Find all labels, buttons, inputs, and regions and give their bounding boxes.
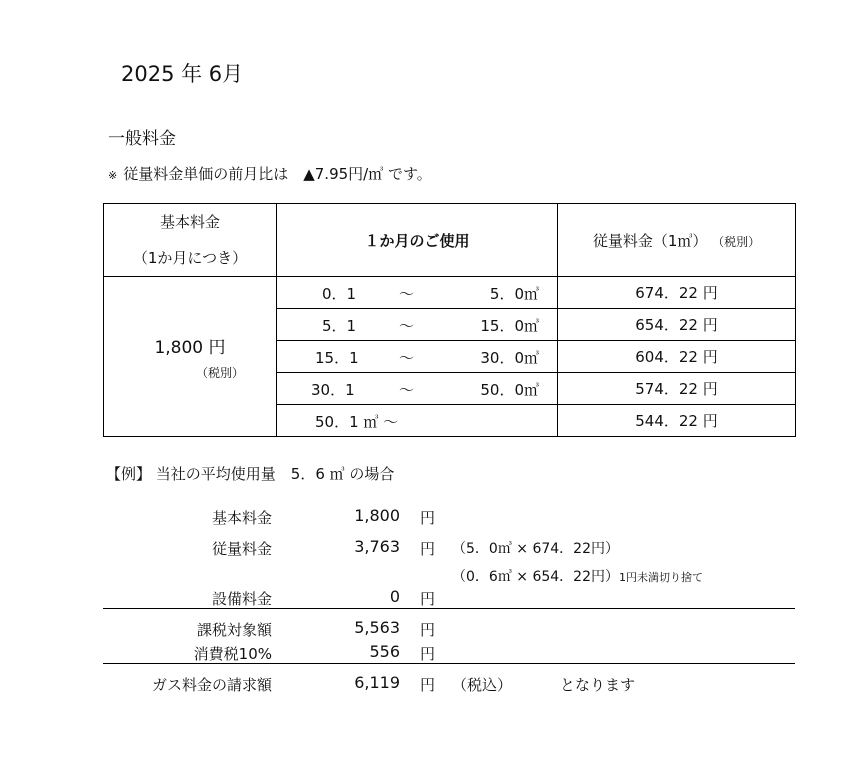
rate-table xyxy=(103,203,796,437)
table-row xyxy=(104,277,796,309)
usage-range xyxy=(277,277,558,309)
unit-price: 604．22 円 xyxy=(558,341,796,373)
calc-tax-label: 消費税10% xyxy=(193,645,272,663)
rate-table-header xyxy=(104,204,796,277)
calc-equipment-value: 0 xyxy=(389,587,400,606)
total-suffix: となります xyxy=(560,676,636,694)
unit-price: 674．22 円 xyxy=(558,277,796,309)
calc-basic-label: 基本料金 xyxy=(211,509,272,527)
calc-usage-detail2-text: （0．6㎥ × 654．22円） xyxy=(452,569,619,585)
total-label: ガス料金の請求額 xyxy=(151,676,272,694)
range-to: 50．0㎥ xyxy=(480,381,539,399)
header-unit-price xyxy=(558,204,796,277)
header-unit-price-label: 従量料金（1㎥） xyxy=(592,231,708,250)
calc-usage-detail2 xyxy=(452,566,703,586)
calc-equipment-label: 設備料金 xyxy=(211,590,272,608)
range-open: 50．1 ㎥ ～ xyxy=(315,413,399,431)
section-title: 一般料金 xyxy=(108,129,176,149)
usage-range xyxy=(277,341,558,373)
range-from: 15．1 xyxy=(315,349,359,367)
unit-price: 544．22 円 xyxy=(558,405,796,437)
usage-range xyxy=(277,309,558,341)
range-tilde: ～ xyxy=(399,317,415,335)
basic-fee-tax: （税別） xyxy=(195,365,244,380)
calc-basic-unit: 円 xyxy=(420,509,436,527)
calc-tax-unit: 円 xyxy=(420,645,436,663)
total-divider xyxy=(103,663,795,664)
calc-usage-value: 3,763 xyxy=(354,537,400,556)
basic-fee-price: 1,800 円 xyxy=(154,337,226,358)
range-from: 0．1 xyxy=(322,285,357,303)
range-to: 5．0㎥ xyxy=(489,285,539,303)
price-change-note xyxy=(108,163,432,184)
calc-usage-detail1: （5．0㎥ × 674．22円） xyxy=(452,541,619,557)
calc-usage-unit: 円 xyxy=(420,540,436,558)
total-value: 6,119 xyxy=(354,673,400,692)
header-basic-fee xyxy=(104,204,277,277)
range-to: 30．0㎥ xyxy=(480,349,539,367)
unit-price: 654．22 円 xyxy=(558,309,796,341)
calc-taxable-label: 課税対象額 xyxy=(196,621,272,639)
range-from: 5．1 xyxy=(322,317,357,335)
header-usage: １か月のご使用 xyxy=(277,204,558,277)
range-from: 30．1 xyxy=(311,381,355,399)
subtotal-divider xyxy=(103,608,795,609)
usage-range xyxy=(277,405,558,437)
header-unit-price-tax: （税別） xyxy=(712,234,761,249)
example-title: 【例】 当社の平均使用量 5．6 ㎥ の場合 xyxy=(106,465,395,483)
range-to: 15．0㎥ xyxy=(480,317,539,335)
range-tilde: ～ xyxy=(399,285,415,303)
unit-price: 574．22 円 xyxy=(558,373,796,405)
calc-tax-value: 556 xyxy=(369,642,400,661)
total-tax-included: （税込） xyxy=(452,676,513,694)
page-title: 2025 年 6月 xyxy=(121,62,244,86)
total-unit: 円 xyxy=(420,676,436,694)
header-basic-line1: 基本料金 xyxy=(159,213,220,231)
calc-usage-label: 従量料金 xyxy=(211,540,272,558)
calc-taxable-unit: 円 xyxy=(420,621,436,639)
range-tilde: ～ xyxy=(399,349,415,367)
header-basic-line2: （1か月につき） xyxy=(132,249,248,267)
calc-taxable-value: 5,563 xyxy=(354,618,400,637)
range-tilde: ～ xyxy=(399,381,415,399)
note-mark: ※ xyxy=(108,169,118,182)
note-text: 従量料金単価の前月比は ▲7.95円/㎥ です。 xyxy=(123,165,432,183)
usage-range xyxy=(277,373,558,405)
basic-fee-cell xyxy=(104,277,277,437)
calc-equipment-unit: 円 xyxy=(420,590,436,608)
calc-usage-rounding-note: 1円未満切り捨て xyxy=(618,571,703,584)
calc-basic-value: 1,800 xyxy=(354,506,400,525)
